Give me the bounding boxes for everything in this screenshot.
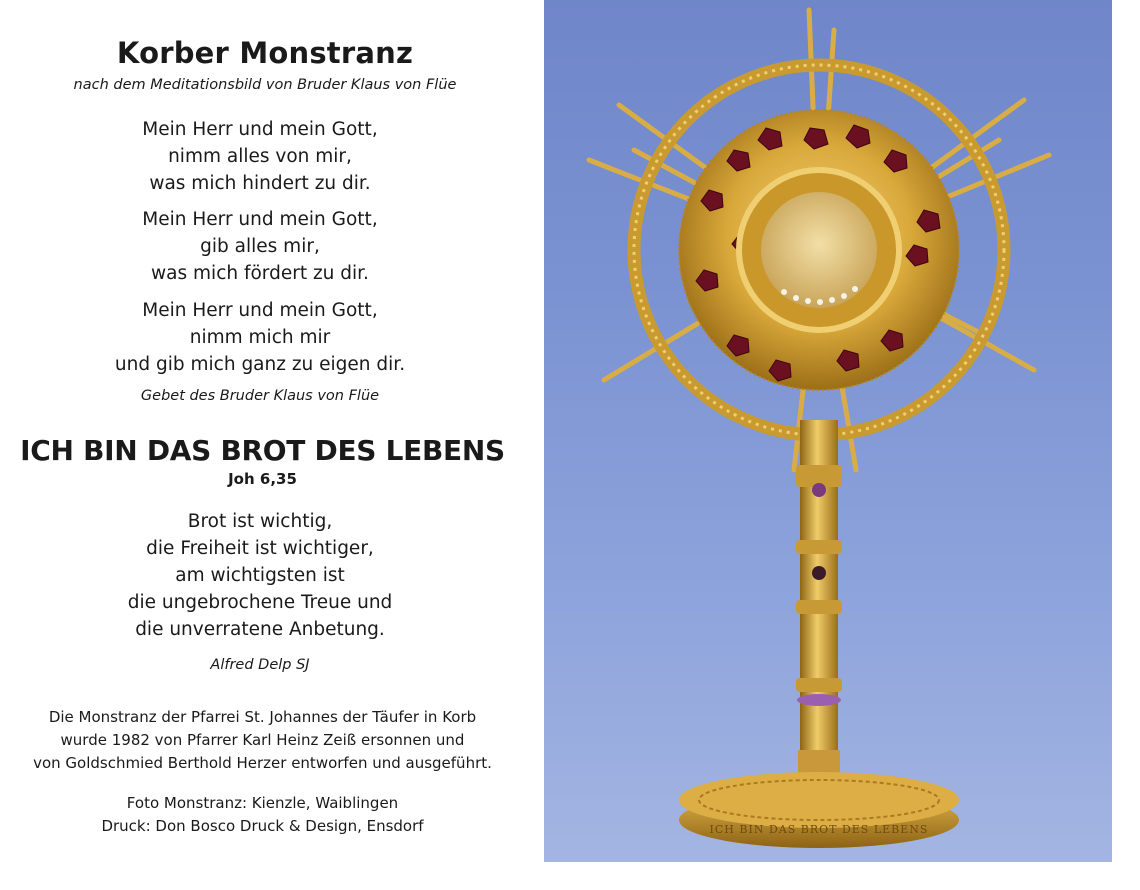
quote-line: die Freiheit ist wichtiger,: [146, 538, 374, 559]
stem-gem: [812, 483, 826, 497]
text-column: [0, 0, 540, 890]
quote-line: Brot ist wichtig,: [187, 511, 333, 532]
info-line: von Goldschmied Berthold Herzer entworfen und ausgeführt.: [33, 754, 492, 772]
info-line: wurde 1982 von Pfarrer Karl Heinz Zeiß ersonnen und: [60, 731, 465, 749]
quote-line: die ungebrochene Treue und: [127, 592, 393, 613]
credits-block: [0, 792, 525, 838]
prayer-line: gib alles mir,: [200, 236, 320, 257]
prayer-line: Mein Herr und mein Gott,: [142, 119, 378, 140]
base-inscription: ICH BIN DAS BROT DES LEBENS: [709, 823, 929, 836]
credit-line: Druck: Don Bosco Druck & Design, Ensdorf: [101, 817, 424, 835]
quote-attribution: Alfred Delp SJ: [210, 657, 310, 673]
prayer-line: Mein Herr und mein Gott,: [142, 300, 378, 321]
page-subtitle: nach dem Meditationsbild von Bruder Klaus von Flüe: [73, 77, 457, 93]
info-block: [0, 706, 525, 775]
quote-block: [0, 508, 520, 643]
prayer-line: was mich fördert zu dir.: [151, 263, 369, 284]
quote-line: am wichtigsten ist: [175, 565, 345, 586]
quote-line: die unverratene Anbetung.: [135, 619, 385, 640]
prayer-stanza-1: [0, 116, 520, 197]
prayer-line: nimm mich mir: [189, 327, 331, 348]
prayer-line: nimm alles von mir,: [168, 146, 352, 167]
prayer-attribution: Gebet des Bruder Klaus von Flüe: [140, 388, 380, 404]
monstrance-image: [544, 0, 1112, 862]
host-window: [761, 192, 877, 308]
credit-line: Foto Monstranz: Kienzle, Waiblingen: [126, 794, 399, 812]
prayer-line: Mein Herr und mein Gott,: [142, 209, 378, 230]
prayer-line: was mich hindert zu dir.: [149, 173, 371, 194]
monstrance-photo: [544, 0, 1112, 862]
info-line: Die Monstranz der Pfarrei St. Johannes der Täufer in Korb: [48, 708, 477, 726]
prayer-line: und gib mich ganz zu eigen dir.: [114, 354, 406, 375]
bible-reference: Joh 6,35: [228, 470, 297, 488]
prayer-stanza-2: [0, 206, 520, 287]
headline: ICH BIN DAS BROT DES LEBENS: [20, 434, 505, 467]
prayer-stanza-3: [0, 297, 520, 378]
page-title: Korber Monstranz: [116, 36, 414, 70]
